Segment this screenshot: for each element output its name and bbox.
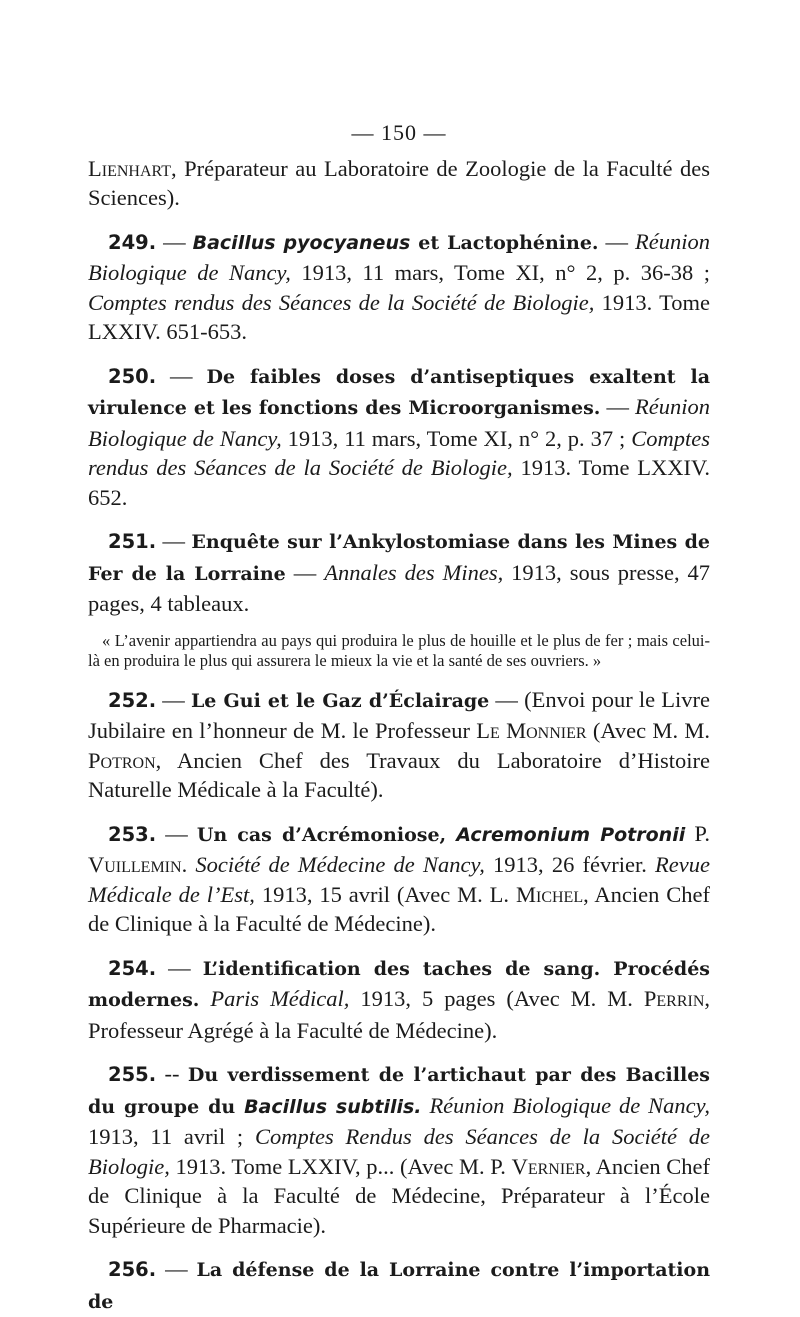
entry-number: 255. [108, 1063, 157, 1086]
entry-number: 250. [108, 364, 157, 388]
intro-paragraph [88, 154, 710, 213]
source-journal: Comptes rendus des Séances de la Société de Biologie, [88, 425, 710, 480]
citation-text: (Envoi pour le Livre Jubilaire en l’honneur de M. le Professeur [88, 686, 710, 743]
citation-text: (Avec M. M. [586, 718, 710, 743]
citation-text: 1913, 11 avril ; [88, 1124, 255, 1149]
entry-252: 252. — Le Gui et le Gaz d’Éclairage — (Envoi pour le Livre Jubilaire en l’honneur de M. le Professeur Le Monnier (Avec M. M. Potron, Ancien Chef des Travaux du Laboratoire d’Histoire Naturelle Médicale à la Faculté). [88, 686, 710, 802]
citation-text: 1913, 11 mars, Tome XI, n° 2, p. 37 ; [281, 425, 632, 451]
entry-title: L’identification des taches de sang. Procédés modernes. [88, 957, 711, 1011]
citation-text: 1913, 5 pages (Avec M. M. [349, 986, 644, 1011]
citation-text: , Ancien Chef des Travaux du Laboratoire d’Histoire Naturelle Médicale à la Faculté). [88, 747, 710, 802]
person-name: Le Monnier [476, 718, 587, 743]
intro-text: , Préparateur au Laboratoire de Zoologie de la Faculté des Sciences). [88, 155, 710, 210]
page-number: — 150 — [351, 120, 447, 145]
entry-title: La défense de la Lorraine contre l’importation de [88, 1259, 711, 1313]
source-journal: Réunion Biologique de Nancy, [88, 394, 711, 451]
entry-title: Du verdissement de l’artichaut par des Bacilles du groupe du [88, 1064, 710, 1118]
entry-number: 256. [108, 1258, 157, 1281]
epigraph-quote: « L’avenir appartiendra au pays qui produira le plus de houille et le plus de fer ; mais celui-là en produira le plus qui assurera le mieux la vie et la santé de ses ouvriers. » [88, 630, 710, 670]
source-journal: Paris Médical, [210, 986, 350, 1011]
author-name: Lienhart [88, 155, 171, 181]
entry-title: Enquête sur l’Ankylostomiase dans les Mines de Fer de la Lorraine [88, 531, 710, 585]
entry-title: Un cas d’Acrémoniose, [196, 823, 457, 846]
citation-text: , Professeur Agrégé à la Faculté de Médecine). [88, 986, 710, 1043]
entry-title-species: Bacillus pyocyaneus [192, 231, 411, 254]
source-journal: Réunion Biologique de Nancy, [429, 1092, 711, 1118]
entry-251: 251. — Enquête sur l’Ankylostomiase dans les Mines de Fer de la Lorraine — Annales des Mines, 1913, sous presse, 47 pages, 4 tableaux. [88, 528, 711, 616]
entry-title: et Lactophénine. [410, 231, 599, 254]
person-name: Michel [515, 881, 584, 907]
source-journal: Comptes Rendus des Séances de la Société de Biologie, [88, 1124, 710, 1179]
entry-256: 256. — La défense de la Lorraine contre l’importation de [88, 1256, 711, 1313]
source-journal: Annales des Mines, [324, 559, 504, 585]
person-name: Potron [88, 747, 156, 773]
source-journal: Réunion Biologique de Nancy, [88, 228, 711, 285]
citation-text: 1913. Tome LXXIV, p... (Avec M. P. [169, 1153, 512, 1179]
citation-text: , Ancien Chef de Clinique à la Faculté de Médecine). [88, 881, 711, 936]
entry-254: 254. — L’identification des taches de sang. Procédés modernes. Paris Médical, 1913, 5 pages (Avec M. M. Perrin, Professeur Agrégé à la Faculté de Médecine). [88, 954, 711, 1043]
entry-title-species: Acremonium Potronii [456, 823, 686, 846]
citation-text: 1913, 26 février. [484, 852, 656, 877]
citation-text: 1913, sous presse, 47 pages, 4 tableaux. [88, 559, 711, 616]
entry-title: De faibles doses d’antiseptiques exaltent la virulence et les fonctions des Microorganismes. [88, 365, 711, 419]
person-name: Vernier [511, 1153, 586, 1179]
entry-249: 249. — Bacillus pyocyaneus et Lactophénine. — Réunion Biologique de Nancy, 1913, 11 mars, Tome XI, n° 2, p. 36-38 ; Comptes rendus des Séances de la Société de Biologie, 1913. Tome LXXIV. 651-653. [88, 228, 711, 344]
source-journal: Comptes rendus des Séances de la Société de Biologie, [88, 289, 595, 315]
document-page [88, 118, 710, 1317]
entry-number: 254. [108, 956, 157, 980]
citation-text: 1913, 11 mars, Tome XI, n° 2, p. 36-38 ; [290, 260, 711, 285]
source-journal: Revue Médicale de l’Est, [88, 852, 710, 907]
entry-253: 253. — Un cas d’Acrémoniose, Acremonium Potronii P. Vuillemin. Société de Médecine de Nancy, 1913, 26 février. Revue Médicale de l’Est, 1913, 15 avril (Avec M. L. Michel, Ancien Chef de Clinique à la Faculté de Médecine). [88, 820, 711, 936]
entry-255: 255. -- Du verdissement de l’artichaut par des Bacilles du groupe du Bacillus subtilis. Réunion Biologique de Nancy, 1913, 11 avril ; Comptes Rendus des Séances de la Société de Biologie, 1913. Tome LXXIV, p... (Avec M. P. Vernier, Ancien Chef de Clinique à la Faculté de Médecine, Préparateur à l’École Supérieure de Pharmacie). [88, 1061, 711, 1238]
entry-number: 251. [108, 530, 157, 553]
entry-250: 250. — De faibles doses d’antiseptiques exaltent la virulence et les fonctions des Microorganismes. — Réunion Biologique de Nancy, 1913, 11 mars, Tome XI, n° 2, p. 37 ; Comptes rendus des Séances de la Société de Biologie, 1913. Tome LXXIV. 652. [88, 362, 711, 510]
source-journal: Société de Médecine de Nancy, [195, 852, 485, 877]
person-name: Perrin [643, 986, 705, 1011]
citation-text: 1913. Tome LXXIV. 651-653. [88, 289, 710, 344]
citation-text: 1913. Tome LXXIV. 652. [88, 455, 710, 510]
citation-text: 1913, 15 avril (Avec M. L. [254, 881, 516, 907]
entry-number: 249. [108, 230, 157, 254]
citation-text: , Ancien Chef de Clinique à la Faculté de Médecine, Préparateur à l’École Supérieure de Pharmacie). [88, 1153, 710, 1238]
person-name: Vuillemin [88, 852, 182, 877]
entry-title: Le Gui et le Gaz d’Éclairage [190, 689, 490, 712]
entry-title-species: Bacillus subtilis. [244, 1095, 422, 1118]
entry-number: 253. [108, 822, 157, 846]
entry-number: 252. [108, 688, 157, 712]
